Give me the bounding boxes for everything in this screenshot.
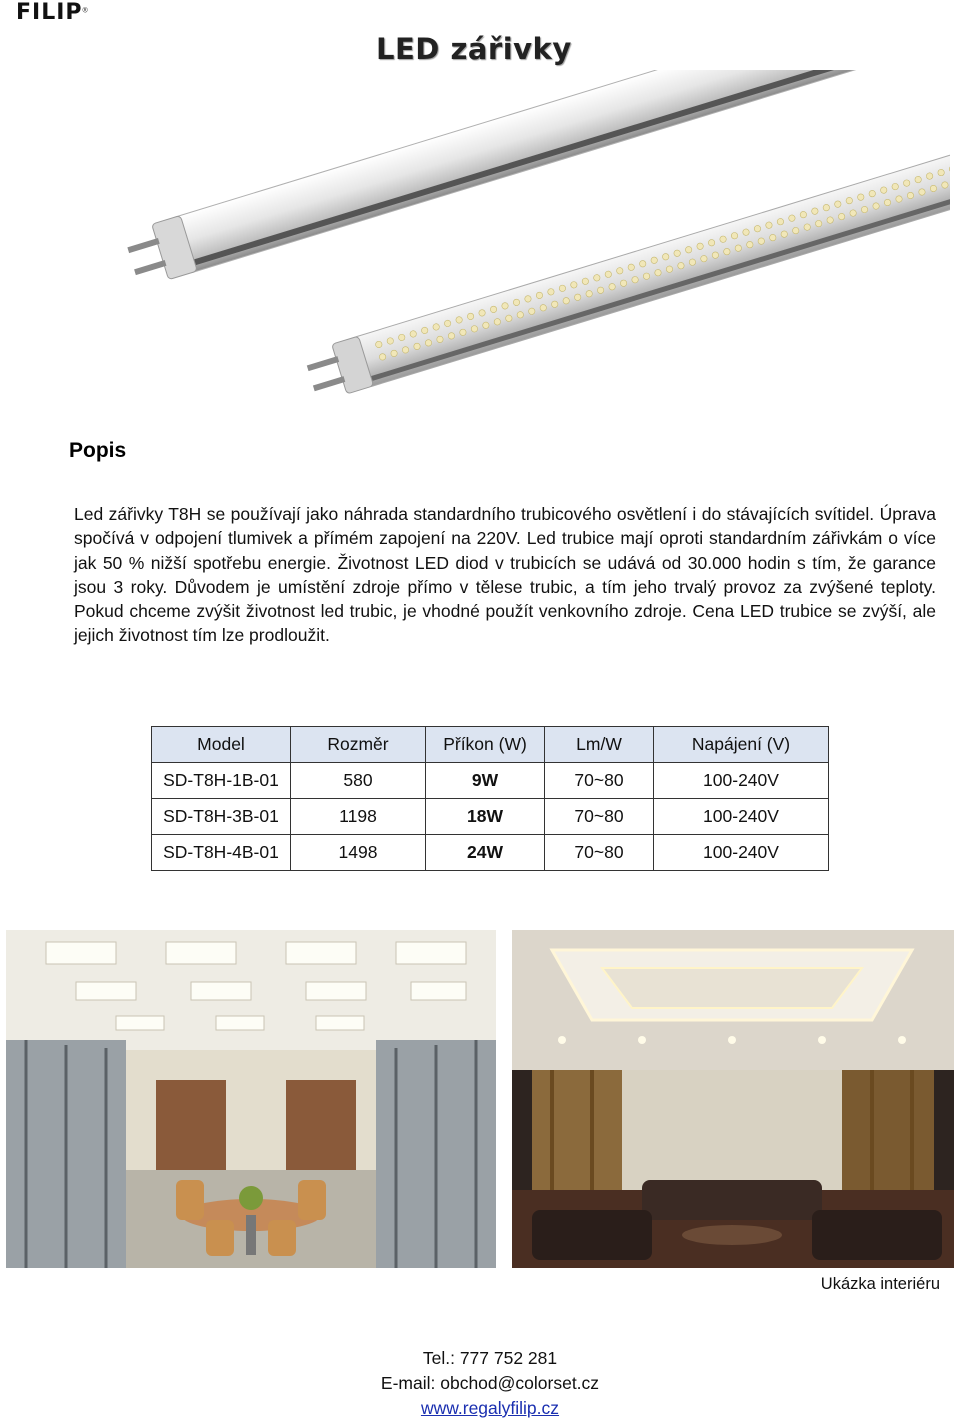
registered-mark: ® <box>82 7 88 15</box>
spec-table <box>151 726 829 871</box>
table-row <box>152 799 829 835</box>
website-link[interactable]: www.regalyfilip.cz <box>420 1398 560 1418</box>
cell-voltage: 100-240V <box>654 799 829 835</box>
contact-phone: Tel.: 777 752 281 <box>422 1348 558 1368</box>
logo-text: FILIP <box>16 0 83 25</box>
lobby-interior-photo <box>512 930 954 1268</box>
led-tubes-image <box>110 70 950 400</box>
cell-voltage: 100-240V <box>654 763 829 799</box>
cell-efficacy: 70~80 <box>545 763 654 799</box>
contact-email: E-mail: obchod@colorset.cz <box>380 1373 600 1393</box>
upper-tube <box>123 70 950 288</box>
table-row <box>152 763 829 799</box>
page-title: LED zářivky <box>376 32 572 66</box>
header-size: Rozměr <box>291 727 426 763</box>
description-heading: Popis <box>69 439 127 462</box>
cell-voltage: 100-240V <box>654 835 829 871</box>
cell-model: SD-T8H-4B-01 <box>152 835 291 871</box>
description-text: Led zářivky T8H se používají jako náhrada standardního trubicového osvětlení i do stávajících svítidel. Úprava spočívá v odpojení tlumivek a přímém zapojení na 220V. Led trubice mají oproti standardním zářivkám o více jak 50 % nižší spotřebu energie. Životnost LED diod v trubicích se udává od 30.000 hodin s tím, že garance jsou 3 roky. Důvodem je umístění zdroje přímo v tělese trubic, a tím jeho trvalý provoz za zvýšené teploty. Pokud chceme zvýšit životnost led trubic, je vhodné použít venkovního zdroje. Cena LED trubice se zvýší, ale jejich životnost tím lze prodloužit. <box>74 504 936 646</box>
interior-caption: Ukázka interiéru <box>820 1275 940 1293</box>
cell-efficacy: 70~80 <box>545 835 654 871</box>
table-row <box>152 835 829 871</box>
header-efficacy: Lm/W <box>545 727 654 763</box>
cell-power: 24W <box>426 835 545 871</box>
header-power: Příkon (W) <box>426 727 545 763</box>
cell-efficacy: 70~80 <box>545 799 654 835</box>
cell-model: SD-T8H-1B-01 <box>152 763 291 799</box>
table-header-row <box>152 727 829 763</box>
header-model: Model <box>152 727 291 763</box>
office-interior-photo <box>6 930 496 1268</box>
cell-model: SD-T8H-3B-01 <box>152 799 291 835</box>
contact-website <box>0 1398 960 1419</box>
brand-logo <box>16 0 86 30</box>
cell-power: 18W <box>426 799 545 835</box>
cell-size: 1198 <box>291 799 426 835</box>
cell-power: 9W <box>426 763 545 799</box>
header-voltage: Napájení (V) <box>654 727 829 763</box>
cell-size: 580 <box>291 763 426 799</box>
cell-size: 1498 <box>291 835 426 871</box>
